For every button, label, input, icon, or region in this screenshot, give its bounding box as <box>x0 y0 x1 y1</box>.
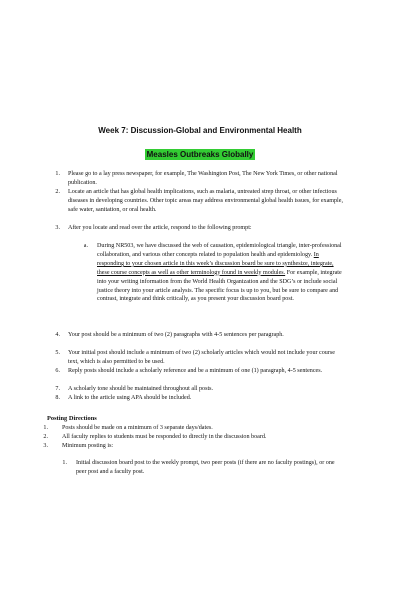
list-item-number: 7. <box>55 386 60 392</box>
list-item-number: 6. <box>55 368 60 374</box>
subitem-text <box>97 242 346 304</box>
subitem-text-part1: During NR503, we have discussed the web of causation, epidemiological triangle, inter-professional collaboration, and various other concepts related to population health and epidemiology. <box>97 243 342 258</box>
list-item-text: Your post should be a minimum of two (2) paragraphs with 4-5 sentences per paragraph. <box>68 332 284 338</box>
posting-directions-heading: Posting Directions <box>47 415 97 422</box>
list-item-number: 2. <box>55 189 60 195</box>
posting-item-number: 2. <box>43 434 48 440</box>
subitem-underlined-text: In responding to your chosen article in this week’s discussion board be sure to synthesize, integrate, these course concepts as well as other terminology found in weekly modules. <box>97 251 334 276</box>
list-item-number: 4. <box>55 332 60 338</box>
list-item-number: 5. <box>55 350 60 356</box>
subitem-letter: a. <box>83 243 88 249</box>
list-item-text: Please go to a lay press newspaper, for example, The Washington Post, The New York Times, or other national publication. <box>68 171 338 186</box>
posting-item-text: Posts should be made on a minimum of 3 separate days/dates. <box>62 425 213 431</box>
list-item-number: 1. <box>55 171 60 177</box>
list-item-text: Your initial post should include a minimum of two (2) scholarly articles which would not include your course text, which is also permitted to be used. <box>68 350 335 365</box>
posting-item-number: 3. <box>43 443 48 449</box>
list-item-text: Reply posts should include a scholarly reference and be a minimum of one (1) paragraph, 4-5 sentences. <box>68 368 323 374</box>
subitem-text-part2: For example, integrate into your writing information from the World Health Organization and the SDG’s or include social justice theory into your article analysis. The specific focus is up to you, but be sure to compare and contrast, integrate and think critically, as you present your discussion board post. <box>97 269 342 303</box>
list-item-text: A scholarly tone should be maintained throughout all posts. <box>68 386 214 392</box>
list-item-text: Locate an article that has global health implications, such as malaria, untreated strep throat, or other infectious diseases in developing countries. Other topic areas may address environmental global health issues, for example, safe water, sanitation, or oral health. <box>68 189 343 213</box>
list-item-number: 8. <box>55 395 60 401</box>
posting-nested-text: Initial discussion board post to the weekly prompt, two peer posts (if there are no faculty postings), or one peer post and a faculty post. <box>76 460 335 475</box>
list-item-text: A link to the article using APA should be included. <box>68 395 192 401</box>
posting-item-text: Minimum posting is: <box>62 443 114 449</box>
posting-item-text: All faculty replies to students must be responded to directly in the discussion board. <box>62 434 267 440</box>
list-item-number: 3. <box>55 225 60 231</box>
page-title: Week 7: Discussion-Global and Environmental Health <box>98 126 302 135</box>
page-subtitle-highlight: Measles Outbreaks Globally <box>146 150 254 159</box>
subtitle-wrap <box>0 144 400 162</box>
posting-nested-number: 1. <box>62 460 67 466</box>
list-item-text: After you locate and read over the article, respond to the following prompt: <box>68 225 252 231</box>
posting-item-number: 1. <box>43 425 48 431</box>
